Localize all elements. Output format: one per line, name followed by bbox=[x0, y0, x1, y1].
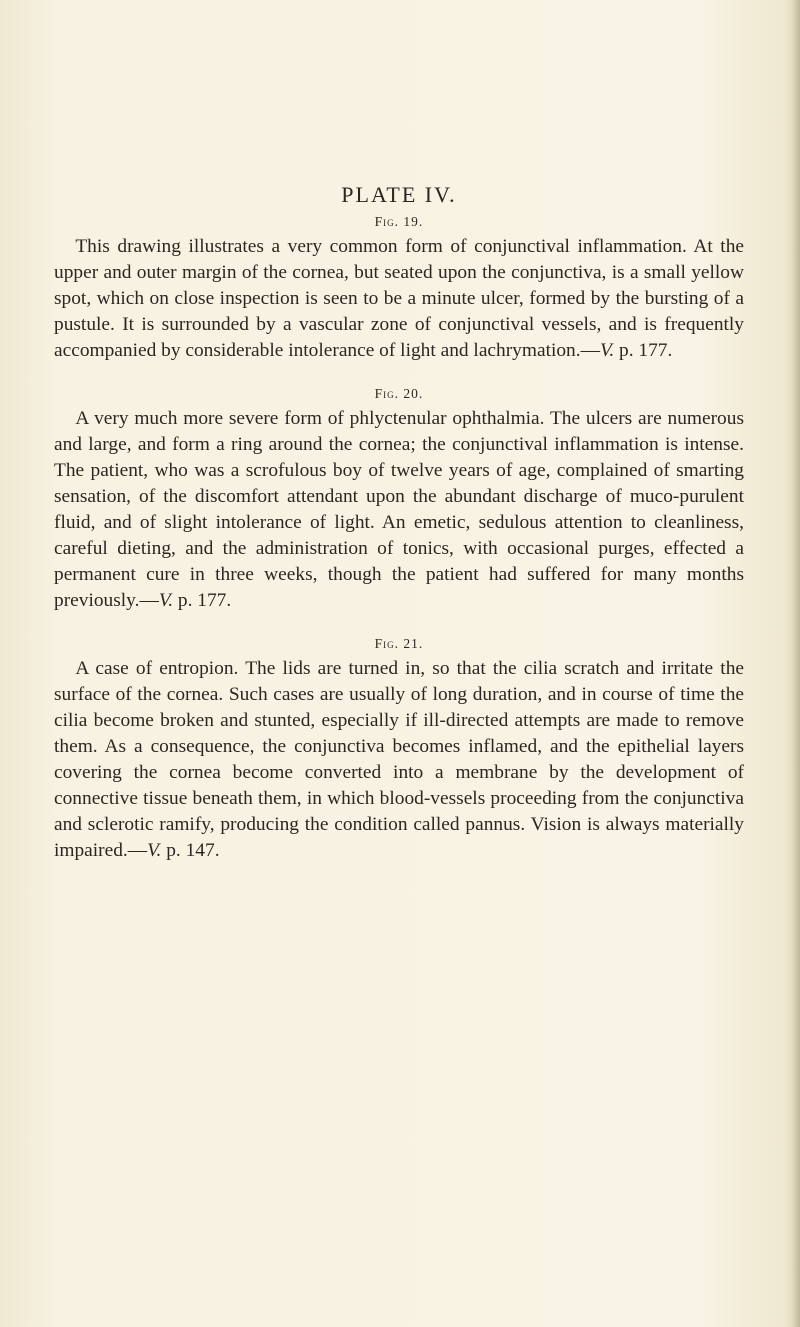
figure-21-description bbox=[54, 656, 744, 864]
figure-19-text: This drawing illustrates a very common form of conjunctival inflammation. At the upper and outer margin of the cornea, but seated upon the conjunctiva, is a small yellow spot, which on close inspection is seen to be a minute ulcer, formed by the bursting of a pustule. It is surrounded by a vascular zone of conjunctival vessels, and is frequently accompanied by considerable intolerance of light and lachrymation.— bbox=[54, 236, 744, 361]
figure-19-block bbox=[54, 214, 744, 364]
page-edge-shadow bbox=[792, 0, 800, 1327]
figure-21-heading: Fig. 21. bbox=[374, 636, 424, 651]
figure-19-description bbox=[54, 234, 744, 364]
figure-19-ref-letter: V. bbox=[599, 340, 615, 361]
figure-21-ref-letter: V. bbox=[147, 840, 162, 861]
figure-21-ref-page: p. 147. bbox=[161, 840, 220, 861]
figure-20-text: A very much more severe form of phlyctenular ophthalmia. The ulcers are numerous and large, and form a ring around the cornea; the conjunctival inflammation is intense. The patient, who was a scrofulous boy of twelve years of age, complained of smarting sensation, of the discomfort attendant upon the abundant discharge of muco-purulent fluid, and of slight intolerance of light. An emetic, sedulous attention to cleanliness, careful dieting, and the administration of tonics, with occasional purges, effected a permanent cure in three weeks, though the patient had suffered for many months previously.— bbox=[54, 408, 744, 611]
figure-21-block bbox=[54, 636, 744, 864]
figure-19-heading: Fig. 19. bbox=[374, 214, 424, 229]
figure-20-ref-letter: V. bbox=[158, 590, 174, 611]
figure-19-ref-page: p. 177. bbox=[614, 340, 673, 361]
figure-20-block bbox=[54, 386, 744, 614]
figure-20-ref-page: p. 177. bbox=[173, 590, 232, 611]
figure-21-text: A case of entropion. The lids are turned in, so that the cilia scratch and irritate the surface of the cornea. Such cases are usually of long duration, and in course of time the cilia become broken and stunted, especially if ill-directed attempts are made to remove them. As a consequence, the conjunctiva becomes inflamed, and the epithelial layers covering the cornea become converted into a membrane by the development of connective tissue beneath them, in which blood-vessels proceeding from the conjunctiva and sclerotic ramify, producing the condition called pannus. Vision is always materially impaired.— bbox=[54, 658, 744, 861]
page-content bbox=[54, 182, 744, 886]
figure-20-description bbox=[54, 406, 744, 614]
plate-title: PLATE IV. bbox=[341, 182, 457, 207]
figure-20-heading: Fig. 20. bbox=[374, 386, 424, 401]
